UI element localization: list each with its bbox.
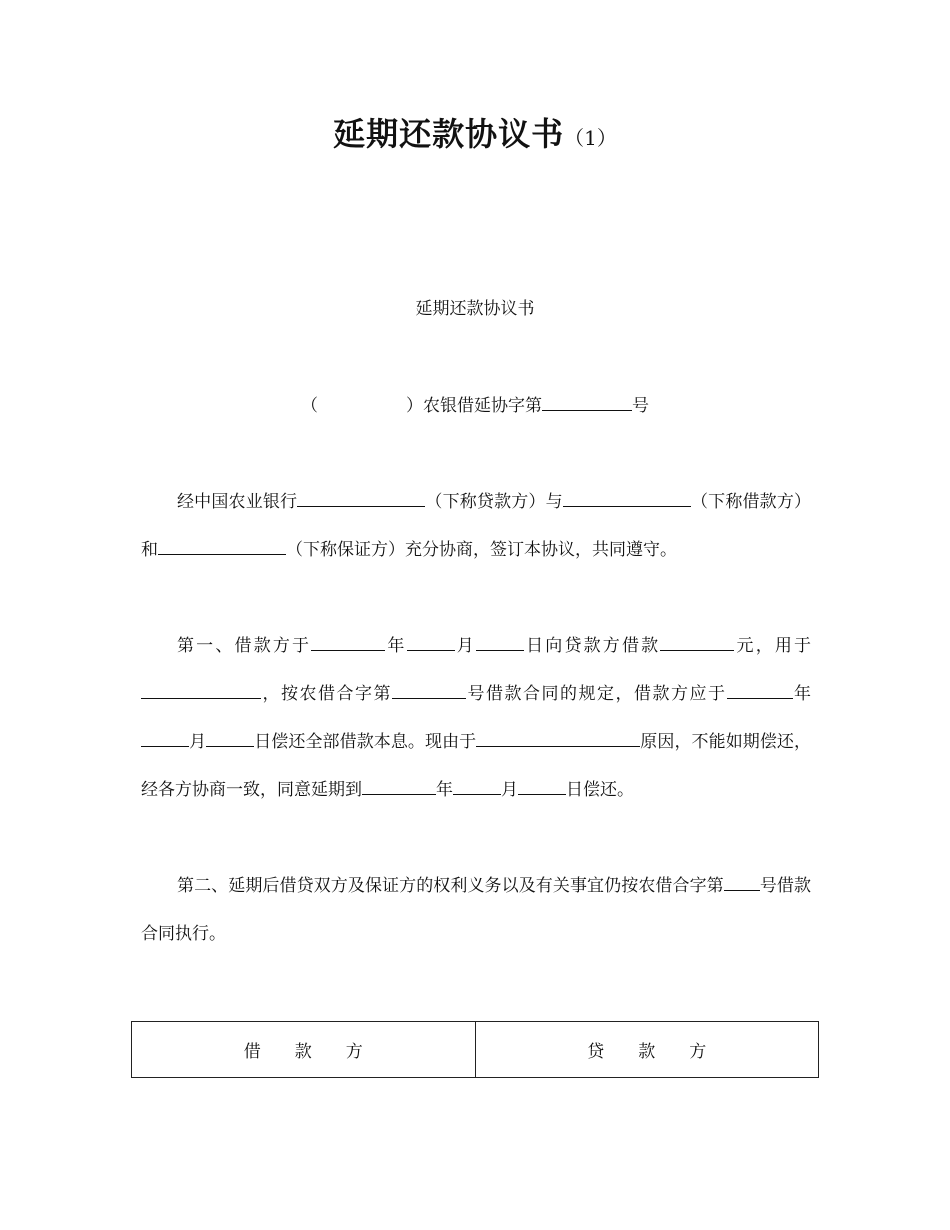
lender-label: 贷 款 方 bbox=[587, 1042, 707, 1062]
signature-table-header-row bbox=[132, 1022, 819, 1078]
docno-suffix: 号 bbox=[632, 396, 649, 416]
extended-month-blank[interactable] bbox=[453, 793, 501, 795]
loan-month-blank[interactable] bbox=[407, 649, 455, 651]
p2-text-11: 原因，不能如期偿还，经各方协商一致，同意延期到 bbox=[141, 732, 812, 800]
borrower-column-header bbox=[132, 1022, 476, 1078]
p2-text-13: 月 bbox=[501, 780, 518, 800]
loan-year-blank[interactable] bbox=[311, 649, 385, 651]
p2-text-8: 年 bbox=[792, 684, 811, 704]
delay-reason-blank[interactable] bbox=[476, 745, 640, 747]
paragraph-article-two bbox=[141, 862, 811, 958]
borrower-label: 借 款 方 bbox=[243, 1042, 363, 1062]
contract-number-blank[interactable] bbox=[392, 697, 466, 699]
p2-text-4: 日向贷款方借款 bbox=[523, 636, 661, 656]
due-day-blank[interactable] bbox=[206, 745, 254, 747]
agreement-subtitle: 延期还款协议书 bbox=[415, 299, 535, 319]
p2-text-12: 年 bbox=[436, 780, 453, 800]
p2-text-10: 日偿还全部借款本息。现由于 bbox=[254, 732, 477, 752]
p2-text-5: 元，用于 bbox=[734, 636, 812, 656]
extended-year-blank[interactable] bbox=[362, 793, 436, 795]
loan-purpose-blank[interactable] bbox=[141, 697, 261, 699]
guarantor-name-blank[interactable] bbox=[158, 553, 286, 555]
paragraph-parties bbox=[141, 478, 811, 574]
borrower-name-blank[interactable] bbox=[563, 505, 691, 507]
p2-text-9: 月 bbox=[189, 732, 207, 752]
p3-text-1: 第二、延期后借贷双方及保证方的权利义务以及有关事宜仍按农借合字第 bbox=[177, 876, 724, 896]
docno-number-blank[interactable] bbox=[542, 409, 632, 411]
p1-text-4: （下称保证方）充分协商，签订本协议，共同遵守。 bbox=[286, 540, 677, 560]
p2-text-3: 月 bbox=[454, 636, 476, 656]
loan-day-blank[interactable] bbox=[476, 649, 524, 651]
extended-day-blank[interactable] bbox=[518, 793, 566, 795]
p1-text-2: （下称贷款方）与 bbox=[425, 492, 563, 512]
loan-amount-blank[interactable] bbox=[660, 649, 734, 651]
document-title-main: 延期还款协议书 bbox=[333, 115, 565, 153]
loan-contract-number-blank[interactable] bbox=[724, 889, 760, 891]
document-number-line bbox=[0, 393, 950, 419]
p3-text-2: 号借款合同执行。 bbox=[141, 876, 812, 944]
p1-text-1: 经中国农业银行 bbox=[177, 492, 298, 512]
document-title bbox=[0, 112, 950, 160]
due-month-blank[interactable] bbox=[141, 745, 189, 747]
p2-text-14: 日偿还。 bbox=[566, 780, 634, 800]
document-title-number: （1） bbox=[564, 126, 617, 150]
due-year-blank[interactable] bbox=[727, 697, 793, 699]
p2-text-7: 号借款合同的规定，借款方应于 bbox=[466, 684, 727, 704]
signature-table bbox=[131, 1021, 819, 1078]
p2-text-6: ，按农借合字第 bbox=[261, 684, 392, 704]
lender-name-blank[interactable] bbox=[297, 505, 425, 507]
docno-text: ）农银借延协字第 bbox=[406, 396, 542, 416]
p2-text-1: 第一、借款方于 bbox=[177, 636, 312, 656]
p1-text-3: （下称借款方）和 bbox=[141, 492, 812, 560]
p2-text-2: 年 bbox=[385, 636, 407, 656]
docno-open-paren: （ bbox=[301, 396, 318, 416]
lender-column-header bbox=[475, 1022, 819, 1078]
paragraph-article-one bbox=[141, 622, 811, 814]
